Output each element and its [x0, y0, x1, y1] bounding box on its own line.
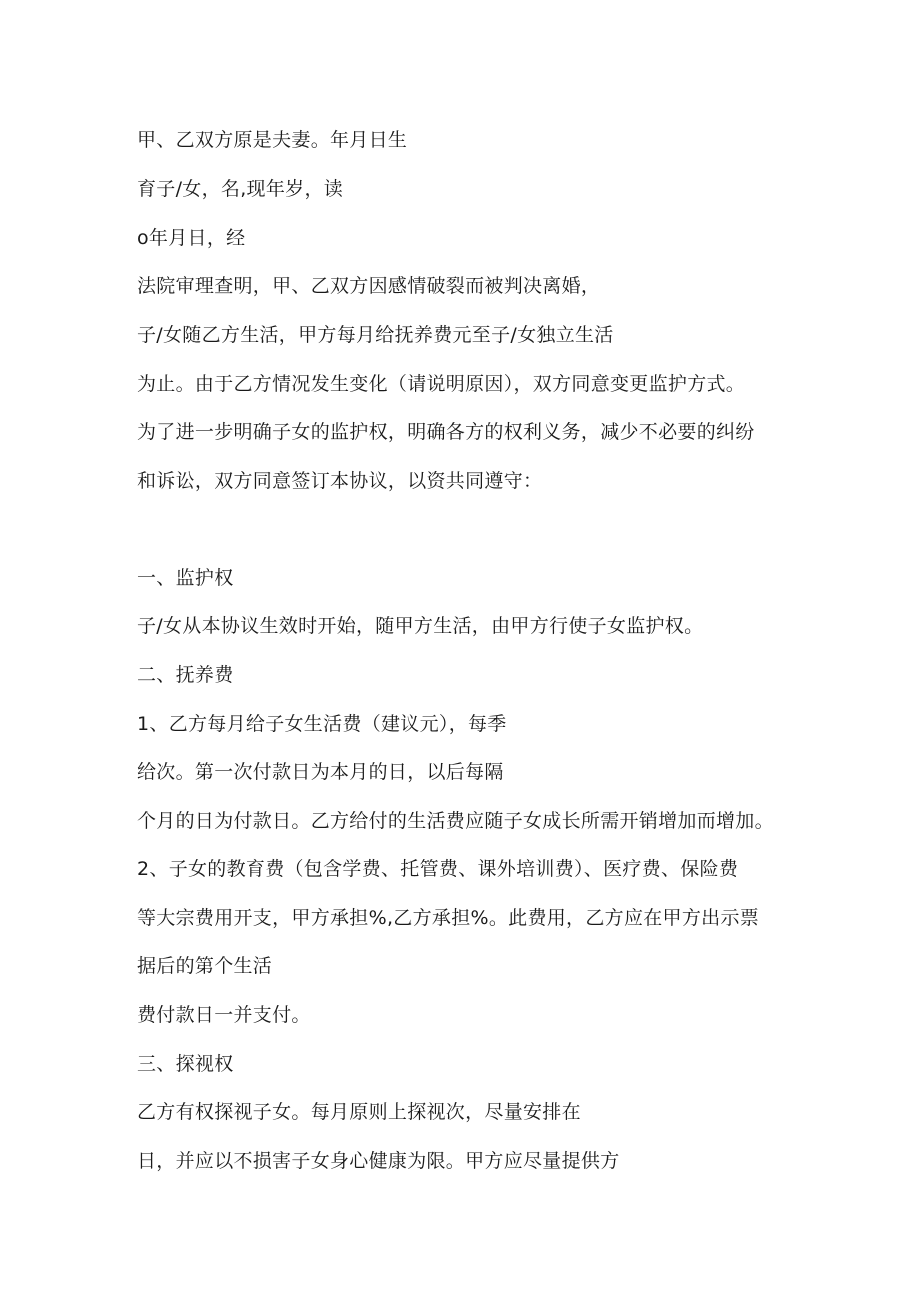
- text-line: 1、乙方每月给子女生活费（建议元），每季: [137, 713, 507, 735]
- text-line: 甲、乙双方原是夫妻。年月日生: [137, 129, 408, 151]
- text-line: 2、子女的教育费（包含学费、托管费、课外培训费）、医疗费、保险费: [137, 858, 739, 880]
- section-heading-visitation: 三、探视权: [137, 1053, 234, 1075]
- text-line: 子/女从本协议生效时开始，随甲方生活，由甲方行使子女监护权。: [137, 615, 704, 637]
- text-line: 费付款日一并支付。: [137, 1004, 311, 1026]
- section-heading-guardianship: 一、监护权: [137, 567, 234, 589]
- text-line: 为了进一步明确子女的监护权，明确各方的权利义务，减少不必要的纠纷: [137, 421, 755, 443]
- text-line: o年月日，经: [137, 227, 246, 249]
- text-line: 乙方有权探视子女。每月原则上探视次，尽量安排在: [137, 1101, 581, 1123]
- text-line: 育子/女，名,现年岁，读: [137, 178, 344, 200]
- text-line: 个月的日为付款日。乙方给付的生活费应随子女成长所需开销增加而增加。: [137, 810, 774, 832]
- text-line: 子/女随乙方生活，甲方每月给抚养费元至子/女独立生活: [137, 324, 614, 346]
- text-line: 日，并应以不损害子女身心健康为限。甲方应尽量提供方: [137, 1150, 620, 1172]
- text-line: 法院审理查明，甲、乙双方因感情破裂而被判决离婚，: [137, 275, 601, 297]
- text-line: 给次。第一次付款日为本月的日，以后每隔: [137, 761, 504, 783]
- section-heading-support: 二、抚养费: [137, 664, 234, 686]
- text-line: 和诉讼，双方同意签订本协议，以资共同遵守：: [137, 470, 543, 492]
- text-line: 等大宗费用开支，甲方承担%,乙方承担%。此费用，乙方应在甲方出示票: [137, 907, 760, 929]
- text-line: 据后的第个生活: [137, 955, 273, 977]
- text-line: 为止。由于乙方情况发生变化（请说明原因），双方同意变更监护方式。: [137, 373, 746, 395]
